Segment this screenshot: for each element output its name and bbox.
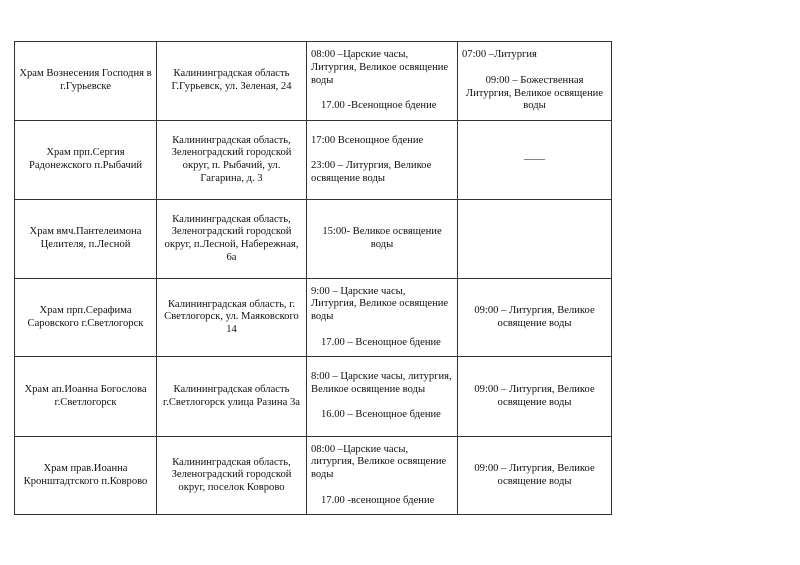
day-schedule: [458, 42, 612, 121]
schedule-line: 16.00 – Всенощное бдение: [321, 409, 441, 421]
church-address: Калининградская область Г.Гурьевск, ул. Зеленая, 24: [157, 42, 307, 121]
table-row: [15, 200, 612, 279]
schedule-line: 08:00 –Царские часы, литургия, Великое освящение воды: [311, 443, 447, 480]
church-name: Храм прав.Иоанна Кронштадтского п.Коврово: [15, 437, 157, 515]
church-address: Калининградская область, Зеленоградский городской округ, п.Лесной, Набережная, 6а: [157, 200, 307, 279]
schedule-line: 17.00 -Всенощное бдение: [321, 100, 437, 112]
table-row: [15, 42, 612, 121]
church-name: Храм прп.Сергия Радонежского п.Рыбачий: [15, 121, 157, 200]
schedule-line: 09:00 – Литургия, Великое освящение воды: [474, 304, 595, 329]
church-address: Калининградская область, Зеленоградский городской округ, п. Рыбачий, ул. Гагарина, д. 3: [157, 121, 307, 200]
church-address: Калининградская область г.Светлогорск улица Разина 3а: [157, 357, 307, 437]
church-name: Храм Вознесения Господня в г.Гурьевске: [15, 42, 157, 121]
eve-schedule: [307, 279, 458, 357]
table-row: [15, 279, 612, 357]
table-row: [15, 121, 612, 200]
day-schedule: [458, 121, 612, 200]
schedule-line: 9:00 – Царские часы, Литургия, Великое освящение воды: [311, 285, 449, 322]
schedule-line: 8:00 – Царские часы, литургия, Великое освящение воды: [311, 371, 452, 395]
schedule-line: 07:00 –Литургия: [462, 49, 537, 61]
schedule-line: 09:00 – Литургия, Великое освящение воды: [474, 383, 595, 408]
schedule-line: 17:00 Всенощное бдение: [311, 134, 424, 146]
table-row: [15, 437, 612, 515]
schedule-line: 17.00 – Всенощное бдение: [321, 336, 441, 348]
eve-schedule: [307, 42, 458, 121]
day-schedule: [458, 200, 612, 279]
schedule-line: 08:00 –Царские часы, Литургия, Великое освящение воды: [311, 49, 449, 86]
service-schedule-table: [14, 41, 612, 515]
schedule-line: 17.00 -всенощное бдение: [321, 494, 435, 506]
schedule-line: 09:00 – Литургия, Великое освящение воды: [474, 462, 595, 487]
church-name: Храм ап.Иоанна Богослова г.Светлогорск: [15, 357, 157, 437]
church-name: Храм вмч.Пантелеимона Целителя, п.Лесной: [15, 200, 157, 279]
eve-schedule: [307, 121, 458, 200]
church-name: Храм прп.Серафима Саровского г.Светлогорск: [15, 279, 157, 357]
schedule-line: 23:00 – Литургия, Великое освящение воды: [311, 160, 432, 184]
eve-schedule: [307, 200, 458, 279]
day-schedule: [458, 437, 612, 515]
table-row: [15, 357, 612, 437]
church-address: Калининградская область, Зеленоградский городской округ, поселок Коврово: [157, 437, 307, 515]
schedule-line: 15:00- Великое освящение воды: [322, 226, 442, 250]
schedule-line: 09:00 – Божественная Литургия, Великое освящение воды: [465, 74, 604, 112]
day-schedule: [458, 279, 612, 357]
schedule-dash: ——: [523, 153, 546, 165]
eve-schedule: [307, 357, 458, 437]
day-schedule: [458, 357, 612, 437]
church-address: Калининградская область, г. Светлогорск, ул. Маяковского 14: [157, 279, 307, 357]
eve-schedule: [307, 437, 458, 515]
